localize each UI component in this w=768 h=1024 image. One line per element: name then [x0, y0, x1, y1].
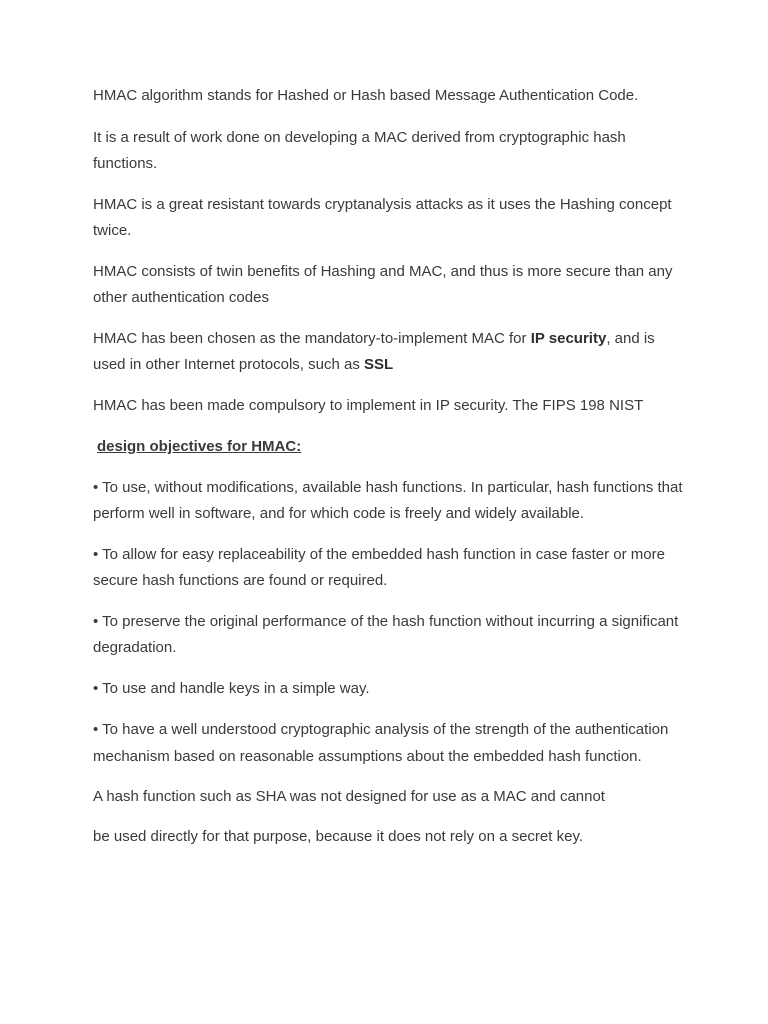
list-item-objective-5: • To have a well understood cryptographic analysis of the strength of the authentication mechanism based on reasonable assumptions about the embedded hash function.: [93, 721, 669, 765]
paragraph-hmac-origin: It is a result of work done on developing a MAC derived from cryptographic hash functions.: [93, 128, 626, 172]
design-objectives-heading-text: design objectives for HMAC:: [97, 438, 302, 455]
paragraph-secret-key: be used directly for that purpose, because it does not rely on a secret key.: [93, 827, 583, 845]
ip-security-text-2: , and is used in other Internet protocols, such as: [93, 329, 655, 373]
paragraph-sha-not-designed: A hash function such as SHA was not designed for use as a MAC and cannot: [93, 788, 605, 805]
paragraph-hmac-fips: HMAC has been made compulsory to implement in IP security. The FIPS 198 NIST: [93, 396, 644, 414]
list-item-objective-3: • To preserve the original performance of the hash function without incurring a significant degradation.: [93, 612, 679, 656]
paragraph-hmac-resistance: HMAC is a great resistant towards cryptanalysis attacks as it uses the Hashing concept twice.: [93, 195, 672, 239]
paragraph-hmac-ip-security: [93, 326, 683, 379]
list-item-objective-2: • To allow for easy replaceability of the embedded hash function in case faster or more secure hash functions are found or required.: [93, 545, 665, 589]
paragraph-hmac-definition: HMAC algorithm stands for Hashed or Hash based Message Authentication Code.: [93, 87, 639, 104]
paragraph-hmac-benefits: HMAC consists of twin benefits of Hashing and MAC, and thus is more secure than any other authentication codes: [93, 262, 673, 306]
ssl-bold: SSL: [364, 356, 394, 373]
ip-security-bold: IP security: [530, 329, 607, 347]
document-body: [93, 83, 683, 864]
list-item-objective-1: • To use, without modifications, available hash functions. In particular, hash functions that perform well in software, and for which code is freely and widely available.: [93, 478, 683, 522]
design-objectives-heading: [93, 434, 683, 461]
ip-security-text-1: HMAC has been chosen as the mandatory-to-implement MAC for: [93, 329, 531, 347]
list-item-objective-4: • To use and handle keys in a simple way.: [93, 679, 370, 697]
